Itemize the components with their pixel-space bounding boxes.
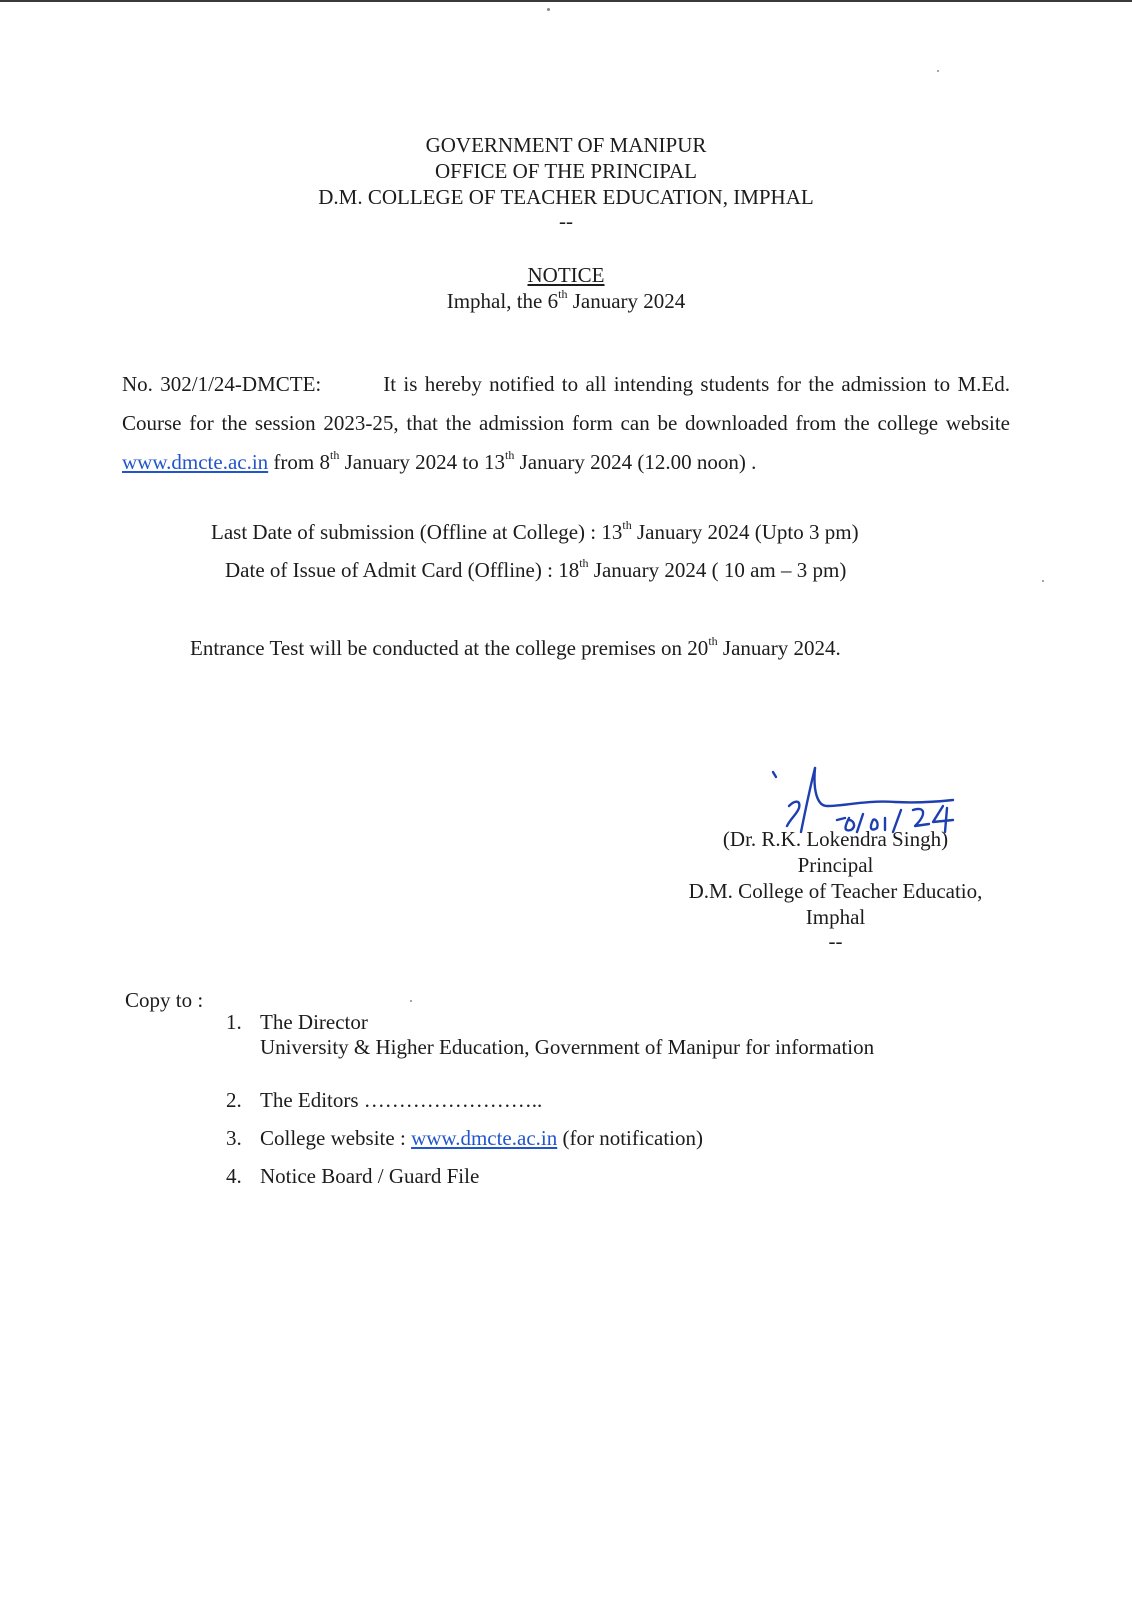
admit-b: January 2024 ( 10 am – 3 pm)	[588, 558, 847, 582]
body-text-b: from 8	[268, 450, 330, 474]
admit-a: Date of Issue of Admit Card (Offline) : 18	[225, 558, 580, 582]
copy-item-2	[226, 1088, 542, 1113]
signature-separator: --	[828, 929, 843, 953]
body-sup-2: th	[505, 448, 515, 462]
entrance-b: January 2024.	[717, 636, 841, 660]
copy-item-4	[226, 1164, 479, 1189]
header-office: OFFICE OF THE PRINCIPAL	[435, 159, 697, 183]
last-date-b: January 2024 (Upto 3 pm)	[631, 520, 859, 544]
scan-speck	[410, 1000, 412, 1002]
signatory-designation: Principal	[797, 853, 874, 877]
notice-date-sup: th	[558, 287, 568, 301]
notice-date-prefix: Imphal, the 6	[446, 289, 559, 313]
admit-card-line	[225, 558, 846, 583]
signatory-college: D.M. College of Teacher Educatio,	[688, 879, 983, 903]
header-government: GOVERNMENT OF MANIPUR	[425, 133, 707, 157]
signature-date-text: 06/01/24	[765, 762, 769, 763]
copy-item-3-text-a: College website :	[260, 1126, 412, 1150]
copy-item-1-number: 1.	[226, 1010, 242, 1034]
scan-speck	[547, 8, 550, 11]
last-date-sup: th	[622, 518, 632, 532]
notice-date	[0, 288, 1132, 314]
signatory-place: Imphal	[805, 905, 866, 929]
body-sup-1: th	[330, 448, 340, 462]
notice-title-text: NOTICE	[527, 263, 605, 287]
copy-item-3	[226, 1126, 703, 1151]
notice-body-paragraph	[122, 365, 1010, 482]
last-date-line	[211, 520, 859, 545]
copy-item-3-text-b: (for notification)	[557, 1126, 704, 1150]
copy-to-label: Copy to :	[125, 988, 204, 1012]
copy-item-3-number: 3.	[226, 1126, 242, 1150]
notice-date-suffix: January 2024	[567, 289, 686, 313]
copy-item-2-number: 2.	[226, 1088, 242, 1112]
copy-item-1-line2: University & Higher Education, Government of Manipur for information	[260, 1035, 875, 1059]
last-date-a: Last Date of submission (Offline at College) : 13	[211, 520, 623, 544]
copy-item-2-text: The Editors ……………………..	[260, 1088, 543, 1112]
body-text-a: It is hereby notified to all intending students for the admission to M.Ed. Course for the session 2023-25, that the admission form can be downloaded from the college website	[122, 372, 1010, 435]
entrance-test-line	[190, 636, 841, 661]
signatory-name: (Dr. R.K. Lokendra Singh)	[722, 827, 949, 851]
notice-title	[0, 262, 1132, 288]
copy-item-1-line1: The Director	[260, 1010, 368, 1034]
copy-website-link[interactable]: www.dmcte.ac.in	[411, 1126, 558, 1150]
header-separator: --	[559, 209, 573, 233]
college-website-link[interactable]: www.dmcte.ac.in	[122, 450, 269, 474]
copy-item-1	[226, 1010, 368, 1035]
scan-speck	[937, 70, 939, 72]
copy-item-4-text: Notice Board / Guard File	[260, 1164, 480, 1188]
entrance-sup: th	[708, 634, 718, 648]
reference-number: No. 302/1/24-DMCTE:	[122, 372, 322, 396]
entrance-a: Entrance Test will be conducted at the college premises on 20	[190, 636, 709, 660]
body-text-c: January 2024 to 13	[339, 450, 505, 474]
scan-top-edge	[0, 0, 1132, 2]
header-college: D.M. COLLEGE OF TEACHER EDUCATION, IMPHAL	[318, 185, 814, 209]
scan-speck	[1042, 580, 1044, 582]
copy-item-4-number: 4.	[226, 1164, 242, 1188]
body-text-d: January 2024 (12.00 noon) .	[514, 450, 757, 474]
admit-sup: th	[579, 556, 589, 570]
